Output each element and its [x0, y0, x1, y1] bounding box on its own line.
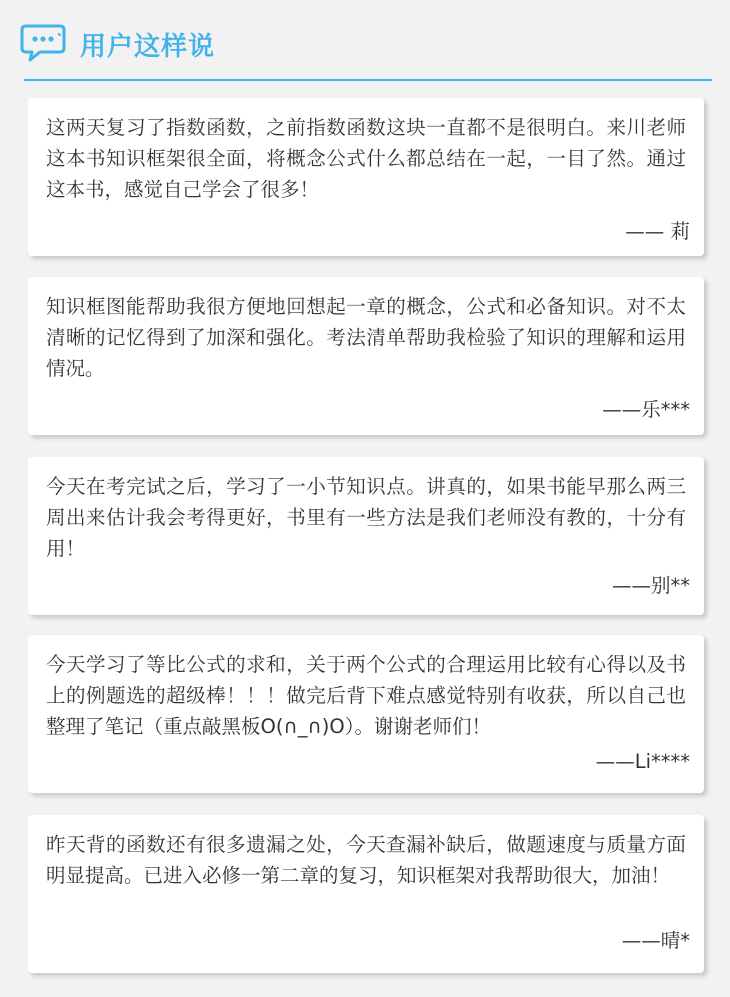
review-card [28, 815, 704, 973]
review-card [28, 98, 704, 256]
review-text: 今天学习了等比公式的求和，关于两个公式的合理运用比较有心得以及书上的例题选的超级棒！！！做完后背下难点感觉特别有收获，所以自己也整理了笔记（重点敲黑板O(∩_∩)O）。谢谢老师们！ [46, 653, 686, 738]
chat-bubble-icon [20, 22, 68, 64]
page-header [0, 0, 730, 82]
review-text: 今天在考完试之后，学习了一小节知识点。讲真的，如果书能早那么两三周出来估计我会考得更好，书里有一些方法是我们老师没有教的，十分有用！ [46, 475, 686, 560]
header-divider [24, 79, 712, 81]
review-card [28, 457, 704, 615]
review-text: 知识框图能帮助我很方便地回想起一章的概念，公式和必备知识。对不太清晰的记忆得到了加深和强化。考法清单帮助我检验了知识的理解和运用情况。 [46, 295, 686, 380]
review-card [28, 277, 704, 435]
review-author: ——晴* [621, 929, 690, 952]
review-author: ——Li**** [595, 750, 690, 773]
review-author: —— 莉 [625, 220, 690, 243]
review-author: ——乐*** [602, 398, 690, 421]
page-title: 用户这样说 [80, 32, 216, 62]
review-text: 昨天背的函数还有很多遗漏之处，今天查漏补缺后，做题速度与质量方面明显提高。已进入必修一第二章的复习，知识框架对我帮助很大，加油！ [46, 833, 686, 887]
review-card [28, 635, 704, 793]
review-author: ——别** [611, 574, 690, 597]
review-text: 这两天复习了指数函数，之前指数函数这块一直都不是很明白。来川老师这本书知识框架很全面，将概念公式什么都总结在一起，一目了然。通过这本书，感觉自己学会了很多！ [46, 116, 686, 201]
